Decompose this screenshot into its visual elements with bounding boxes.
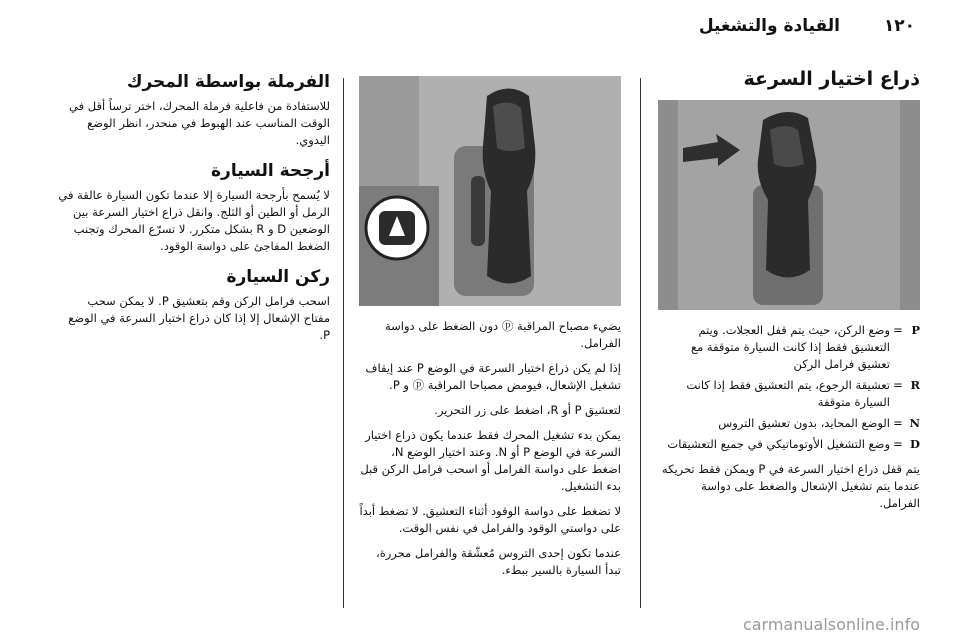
gear-description: وضع التشغيل الأوتوماتيكي في جميع التعشيقات — [667, 437, 890, 451]
right-column — [658, 66, 920, 520]
section-title-rocking-vehicle: أرجحة السيارة — [211, 161, 330, 181]
chapter-title: القيادة والتشغيل — [698, 16, 840, 36]
lever-lock-paragraph: يتم قفل ذراع اختيار السرعة في P ويمكن فقط تحريكه عندما يتم تشغيل الإشعال والضغط على دواسة الفرامل. — [661, 462, 920, 510]
column-divider-left — [343, 78, 344, 608]
gear-position-row — [658, 322, 920, 373]
gear-position-row — [658, 377, 920, 411]
gear-lever-photo — [658, 100, 920, 310]
gear-lever-illustration — [658, 100, 920, 310]
gear-position-row — [658, 415, 920, 432]
page-header — [535, 10, 915, 42]
shifter-close-up-photo — [359, 76, 621, 306]
equals-sign: = — [893, 323, 903, 337]
left-column — [58, 66, 330, 352]
middle-paragraph: يمكن بدء تشغيل المحرك فقط عندما يكون ذراع اختيار السرعة في الوضع P أو N. وعند اختيار الوضع N، اضغط على دواسة الفرامل أو اسحب فرامل الركن قبل بدء التشغيل. — [360, 428, 621, 493]
engine-braking-text: للاستفادة من فاعلية فرملة المحرك، اختر ترساً أقل في الوقت المناسب عند الهبوط في منحدر، انظر الوضع اليدوي. — [69, 99, 330, 147]
gear-key: N — [909, 416, 920, 430]
equals-sign: = — [893, 437, 903, 451]
middle-paragraph: عندما تكون إحدى التروس مُعشّقة والفرامل محررة، تبدأ السيارة بالسير ببطء. — [376, 546, 621, 577]
equals-sign: = — [893, 378, 903, 392]
gear-description: وضع الركن، حيث يتم قفل العجلات. ويتم التعشيق فقط إذا كانت السيارة متوقفة مع تعشيق فرامل الركن — [690, 323, 890, 371]
parking-text: اسحب فرامل الركن وقم بتعشيق P. لا يمكن سحب مفتاح الإشعال إلا إذا كان ذراع اختيار السرعة في الوضع P. — [68, 294, 330, 342]
middle-paragraph: لا تضغط على دواسة الوقود أثناء التعشيق. لا تضغط أبداً على دواستي الوقود والفرامل في نفس الوقت. — [359, 504, 621, 535]
gear-description: الوضع المحايد، بدون تعشيق التروس — [718, 416, 890, 430]
gear-position-list — [658, 322, 920, 453]
gear-key: D — [910, 437, 920, 451]
middle-paragraph: إذا لم يكن ذراع اختيار السرعة في الوضع P عند إيقاف تشغيل الإشعال، فيومض مصباحا المراقبة ⓟ و P. — [365, 361, 621, 392]
gear-position-row — [658, 436, 920, 453]
shifter-illustration — [359, 76, 621, 306]
middle-paragraph: يضيء مصباح المراقبة ⓟ دون الضغط على دواسة الفرامل. — [385, 319, 621, 350]
rocking-vehicle-text: لا يُسمح بأرجحة السيارة إلا عندما تكون السيارة عالقة في الرمل أو الطين أو الثلج. وانقل ذراع اختيار السرعة بين الوضعين D و R بشكل متكرر. لا تسرّع المحرك وتجنب الضغط المفاجئ على دواسة الوقود. — [58, 188, 330, 253]
section-title-engine-braking: الفرملة بواسطة المحرك — [126, 72, 330, 92]
middle-column — [359, 76, 621, 587]
gear-description: تعشيقة الرجوع، يتم التعشيق فقط إذا كانت السيارة متوقفة — [686, 378, 890, 409]
gear-key: R — [910, 378, 920, 392]
section-title-selector-lever: ذراع اختيار السرعة — [743, 68, 920, 90]
column-divider-right — [640, 78, 641, 608]
middle-paragraph: لتعشيق P أو R، اضغط على زر التحرير. — [434, 403, 621, 417]
watermark-footer: carmanualsonline.info — [742, 615, 920, 634]
gear-key: P — [911, 323, 920, 337]
section-title-parking: ركن السيارة — [226, 267, 330, 287]
equals-sign: = — [893, 416, 903, 430]
page-number: ١٢٠ — [883, 16, 915, 36]
